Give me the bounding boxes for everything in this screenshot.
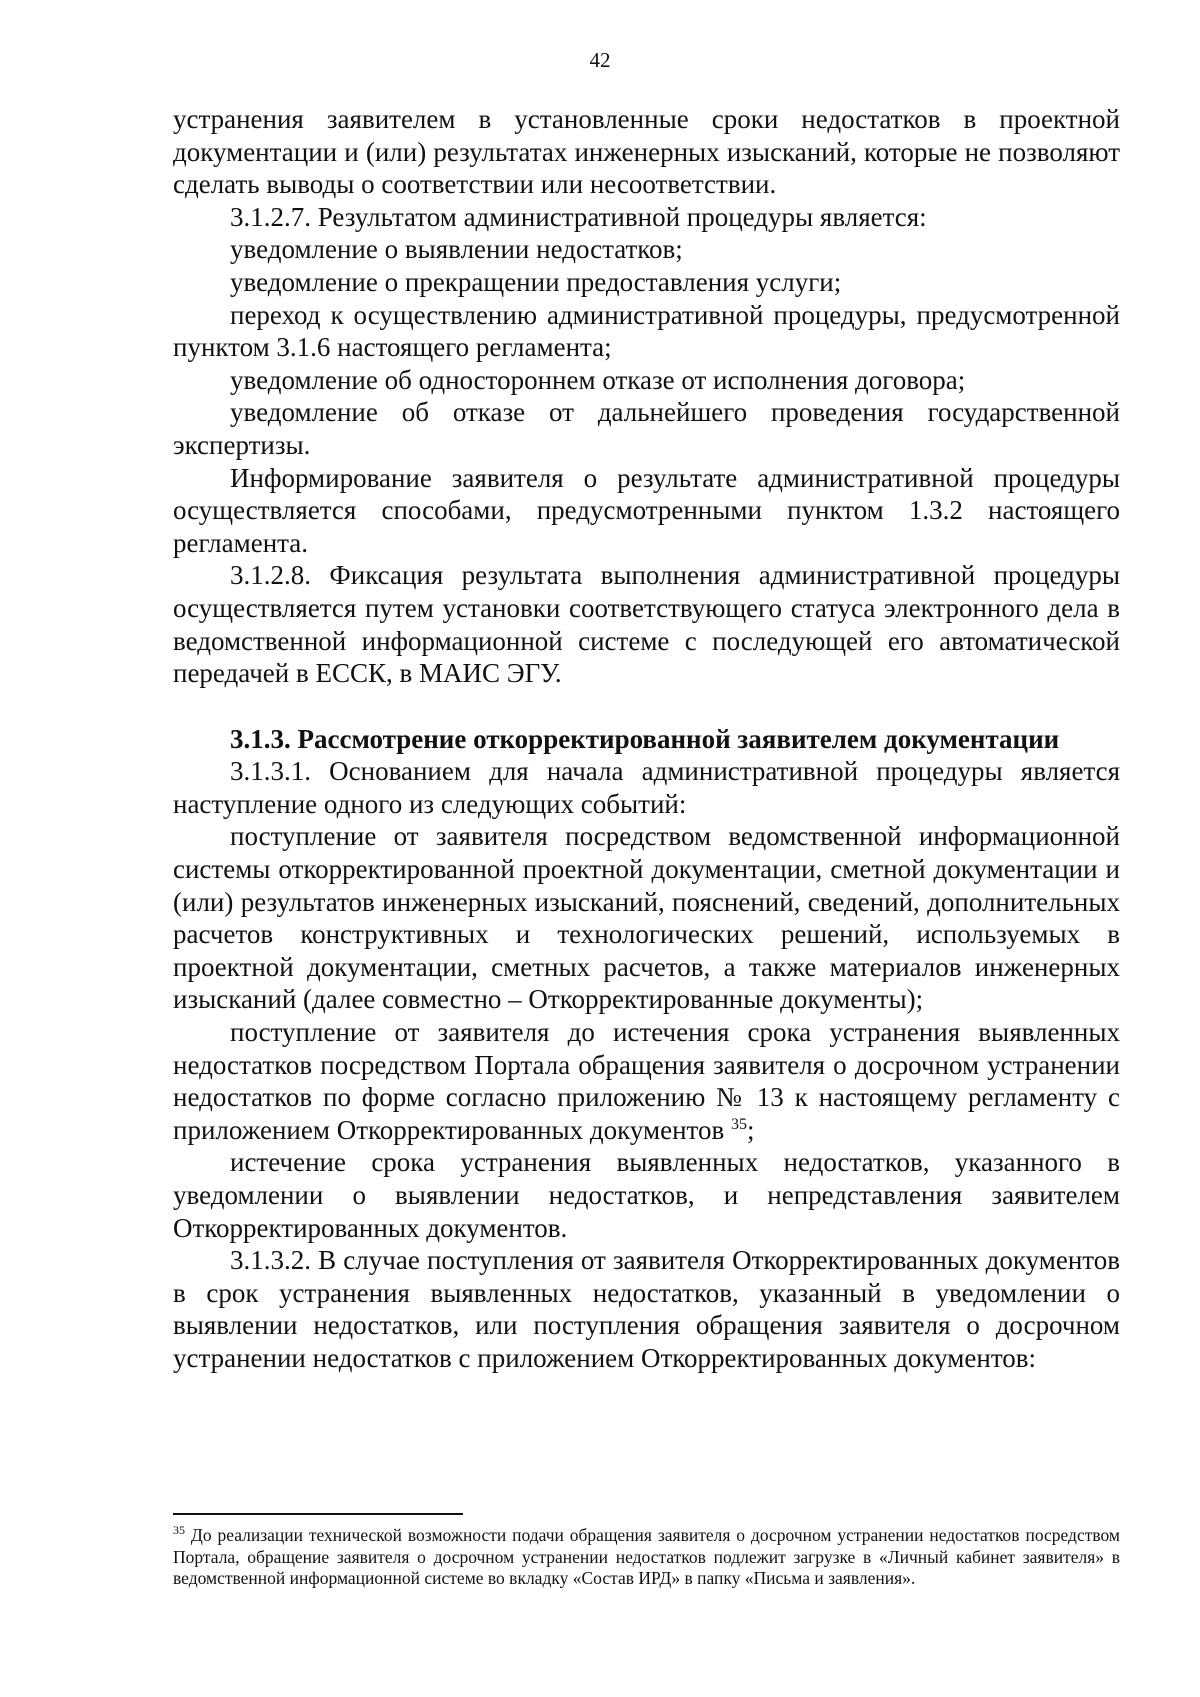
footnote-text: До реализации технической возможности подачи обращения заявителя о досрочном устранении недостатков посредством Портала, обращение заявителя о досрочном устранении недостатков подлежит загрузке в «Личный кабинет заявителя» в ведомственной информационной системе во вкладку «Состав ИРД» в папку «Письма и заявления». bbox=[173, 1525, 1121, 1588]
list-item-corrected-docs-receipt: поступление от заявителя посредством ведомственной информационной системы откорректированной проектной документации, сметной документации и (или) результатов инженерных изысканий, пояснений, сведений, дополнительных расчетов конструктивных и технологических решений, используемых в проектной документации, сметных расчетов, а также материалов инженерных изысканий (далее совместно – Откорректированные документы); bbox=[173, 821, 1120, 1015]
list-item-termination-notice: уведомление о прекращении предоставления услуги; bbox=[230, 266, 842, 297]
paragraph-informing: Информирование заявителя о результате административной процедуры осуществляется способами, предусмотренными пунктом 1.3.2 настоящего регламента. bbox=[173, 462, 1120, 558]
footnote-marker: 35 bbox=[173, 1523, 185, 1538]
early-elimination-end: ; bbox=[746, 1114, 755, 1145]
paragraph-3-1-2-8: 3.1.2.8. Фиксация результата выполнения административной процедуры осуществляется путем установки соответствующего статуса электронного дела в ведомственной информационной системе с последующей его автоматической передачей в ЕССК, в МАИС ЭГУ. bbox=[173, 560, 1120, 689]
paragraph-3-1-3-2: 3.1.3.2. В случае поступления от заявителя Откорректированных документов в срок устранения выявленных недостатков, указанный в уведомлении о выявлении недостатков, или поступления обращения заявителя о досрочном устранении недостатков с приложением Откорректированных документов: bbox=[173, 1245, 1120, 1373]
footnote-reference[interactable]: 35 bbox=[730, 1115, 747, 1133]
paragraph-3-1-2-7: 3.1.2.7. Результатом административной процедуры является: bbox=[230, 201, 927, 232]
list-item-deadline-expiry: истечение срока устранения выявленных недостатков, указанного в уведомлении о выявлении недостатков, и непредставления заявителем Откорректированных документов. bbox=[173, 1147, 1120, 1243]
footnote-separator bbox=[173, 1513, 463, 1515]
document-body bbox=[173, 103, 1120, 1375]
list-item-deficiency-notice: уведомление о выявлении недостатков; bbox=[230, 234, 683, 265]
section-heading-3-1-3: 3.1.3. Рассмотрение откорректированной заявителем документации bbox=[230, 723, 1060, 754]
paragraph-continuation: устранения заявителем в установленные сроки недостатков в проектной документации и (или) результатах инженерных изысканий, которые не позволяют сделать выводы о соответствии или несоответствии. bbox=[173, 104, 1120, 200]
list-item-expertise-refusal-notice: уведомление об отказе от дальнейшего проведения государственной экспертизы. bbox=[173, 397, 1120, 460]
paragraph-3-1-3-1: 3.1.3.1. Основанием для начала административной процедуры является наступление одного из следующих событий: bbox=[173, 756, 1120, 819]
footnote-35 bbox=[173, 1525, 1120, 1590]
page-number: 42 bbox=[589, 48, 611, 72]
early-elimination-text: поступление от заявителя до истечения срока устранения выявленных недостатков посредством Портала обращения заявителя о досрочном устранении недостатков по форме согласно приложению № 13 к настоящему регламенту с приложением Откорректированных документов bbox=[173, 1017, 1120, 1145]
list-item-transition-procedure: переход к осуществлению административной процедуры, предусмотренной пунктом 3.1.6 настоящего регламента; bbox=[173, 299, 1120, 363]
list-item-early-elimination-request bbox=[173, 1016, 1120, 1146]
list-item-unilateral-refusal-notice: уведомление об одностороннем отказе от исполнения договора; bbox=[230, 364, 966, 395]
